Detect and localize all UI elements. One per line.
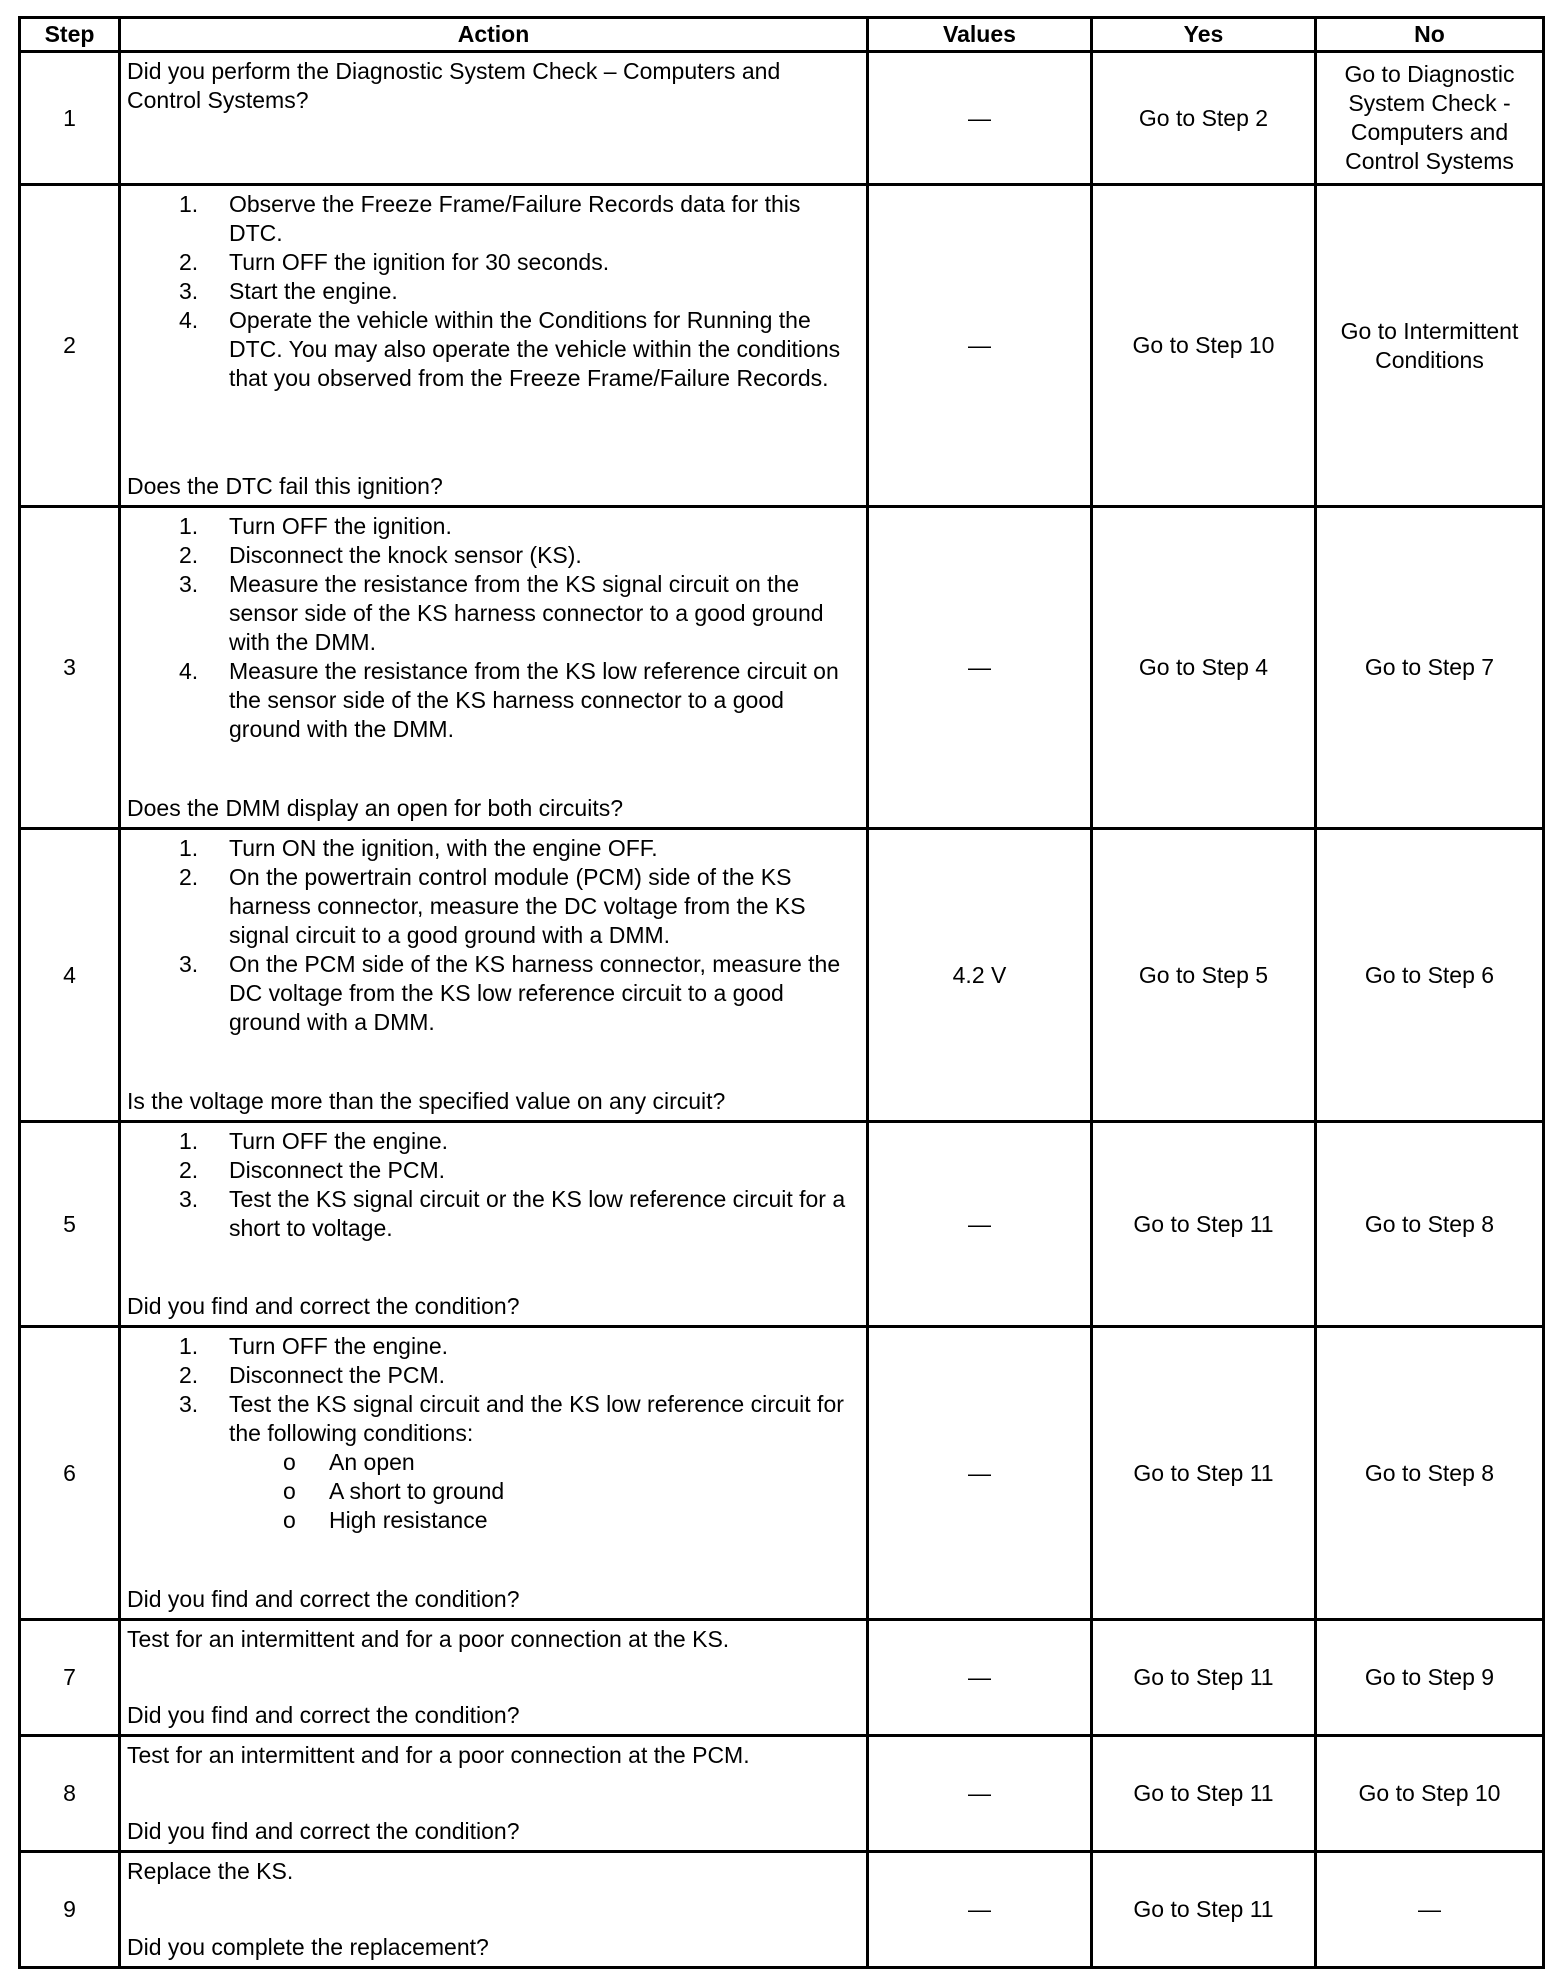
step-number: 8 xyxy=(20,1736,120,1852)
step-item-number: 2. xyxy=(179,542,199,568)
action-content xyxy=(127,834,860,1116)
step-item-number: 4. xyxy=(179,658,199,684)
no-cell: Go to Step 8 xyxy=(1316,1327,1544,1620)
header-yes: Yes xyxy=(1092,18,1316,52)
header-step: Step xyxy=(20,18,120,52)
action-question: Does the DTC fail this ignition? xyxy=(127,473,443,499)
action-step-item xyxy=(127,541,860,570)
header-values: Values xyxy=(868,18,1092,52)
step-item-text: Disconnect the PCM. xyxy=(229,1362,446,1388)
step-item-text: Measure the resistance from the KS signal circuit on the sensor side of the KS harness connector to a good ground with the DMM. xyxy=(229,571,824,655)
action-question: Is the voltage more than the specified value on any circuit? xyxy=(127,1088,726,1114)
action-step-item xyxy=(127,306,860,393)
values-cell: — xyxy=(868,1620,1092,1736)
action-content xyxy=(127,512,860,823)
no-cell: Go to Intermittent Conditions xyxy=(1316,185,1544,507)
step-item-text: Test the KS signal circuit and the KS low reference circuit for the following conditions: xyxy=(229,1391,844,1446)
action-step-item xyxy=(127,1127,860,1156)
bullet-circle-icon: o xyxy=(283,1478,296,1504)
action-question: Does the DMM display an open for both circuits? xyxy=(127,795,624,821)
action-intro: Did you perform the Diagnostic System Check – Computers and Control Systems? xyxy=(127,58,781,113)
action-content xyxy=(127,1857,860,1962)
step-item-text: Measure the resistance from the KS low reference circuit on the sensor side of the KS harness connector to a good ground with the DMM. xyxy=(229,658,839,742)
action-step-item xyxy=(127,863,860,950)
action-intro: Test for an intermittent and for a poor connection at the KS. xyxy=(127,1626,730,1652)
action-body xyxy=(127,1332,860,1541)
step-item-number: 2. xyxy=(179,864,199,890)
yes-cell: Go to Step 4 xyxy=(1092,507,1316,829)
bullet-circle-icon: o xyxy=(283,1449,296,1475)
step-item-text: Disconnect the knock sensor (KS). xyxy=(229,542,582,568)
yes-cell: Go to Step 11 xyxy=(1092,1852,1316,1968)
no-cell: Go to Step 9 xyxy=(1316,1620,1544,1736)
step-item-number: 2. xyxy=(179,1362,199,1388)
action-content xyxy=(127,57,860,179)
action-cell xyxy=(120,507,868,829)
no-cell: Go to Step 10 xyxy=(1316,1736,1544,1852)
table-row xyxy=(20,1620,1544,1736)
step-item-text: Operate the vehicle within the Conditions for Running the DTC. You may also operate the vehicle within the conditions that you observed from the Freeze Frame/Failure Records. xyxy=(229,307,841,391)
action-content xyxy=(127,1741,860,1846)
action-step-item xyxy=(127,1185,860,1243)
step-item-number: 1. xyxy=(179,1333,199,1359)
step-item-text: On the powertrain control module (PCM) side of the KS harness connector, measure the DC voltage from the KS signal circuit to a good ground with a DMM. xyxy=(229,864,806,948)
action-content xyxy=(127,190,860,501)
action-step-item xyxy=(127,657,860,744)
yes-cell: Go to Step 2 xyxy=(1092,52,1316,185)
action-question: Did you find and correct the condition? xyxy=(127,1586,520,1612)
table-row xyxy=(20,1736,1544,1852)
step-item-number: 4. xyxy=(179,307,199,333)
action-step-list xyxy=(127,512,860,744)
action-step-item xyxy=(127,1156,860,1185)
step-number: 5 xyxy=(20,1122,120,1327)
condition-item xyxy=(127,1506,860,1535)
condition-list xyxy=(229,1448,860,1535)
action-step-item xyxy=(127,512,860,541)
action-content xyxy=(127,1332,860,1614)
values-cell: — xyxy=(868,1327,1092,1620)
table-row xyxy=(20,1327,1544,1620)
step-item-number: 1. xyxy=(179,1128,199,1154)
action-step-item xyxy=(127,190,860,248)
action-step-list xyxy=(127,1332,860,1535)
condition-text: High resistance xyxy=(329,1507,488,1533)
action-step-item xyxy=(127,834,860,863)
action-step-item xyxy=(127,950,860,1037)
action-body xyxy=(127,190,860,399)
values-cell: — xyxy=(868,507,1092,829)
step-item-text: Turn OFF the engine. xyxy=(229,1333,449,1359)
step-item-number: 3. xyxy=(179,278,199,304)
step-item-number: 1. xyxy=(179,191,199,217)
action-step-list xyxy=(127,190,860,393)
condition-item xyxy=(127,1477,860,1506)
table-row xyxy=(20,185,1544,507)
no-cell: Go to Step 8 xyxy=(1316,1122,1544,1327)
yes-cell: Go to Step 11 xyxy=(1092,1736,1316,1852)
condition-text: A short to ground xyxy=(329,1478,505,1504)
action-step-item xyxy=(127,248,860,277)
step-item-number: 3. xyxy=(179,951,199,977)
action-intro: Replace the KS. xyxy=(127,1858,294,1884)
action-step-item xyxy=(127,1390,860,1535)
action-step-list xyxy=(127,834,860,1037)
step-item-text: Test the KS signal circuit or the KS low reference circuit for a short to voltage. xyxy=(229,1186,846,1241)
step-item-text: Start the engine. xyxy=(229,278,398,304)
yes-cell: Go to Step 5 xyxy=(1092,829,1316,1122)
action-intro: Test for an intermittent and for a poor connection at the PCM. xyxy=(127,1742,750,1768)
step-number: 7 xyxy=(20,1620,120,1736)
no-cell: Go to Diagnostic System Check - Computers and Control Systems xyxy=(1316,52,1544,185)
action-cell xyxy=(120,829,868,1122)
action-cell xyxy=(120,1736,868,1852)
action-content xyxy=(127,1625,860,1730)
action-step-list xyxy=(127,1127,860,1243)
yes-cell: Go to Step 11 xyxy=(1092,1327,1316,1620)
table-row xyxy=(20,1852,1544,1968)
action-step-item xyxy=(127,277,860,306)
step-number: 9 xyxy=(20,1852,120,1968)
action-content xyxy=(127,1127,860,1321)
header-row xyxy=(20,18,1544,52)
action-body xyxy=(127,1741,860,1770)
step-number: 4 xyxy=(20,829,120,1122)
action-body xyxy=(127,1857,860,1886)
yes-cell: Go to Step 10 xyxy=(1092,185,1316,507)
step-item-number: 1. xyxy=(179,835,199,861)
step-item-text: Turn ON the ignition, with the engine OFF. xyxy=(229,835,658,861)
step-item-number: 3. xyxy=(179,1391,199,1417)
action-question: Did you complete the replacement? xyxy=(127,1934,489,1960)
step-item-text: Disconnect the PCM. xyxy=(229,1157,446,1183)
step-item-text: Turn OFF the engine. xyxy=(229,1128,449,1154)
table-row xyxy=(20,507,1544,829)
action-question: Did you find and correct the condition? xyxy=(127,1702,520,1728)
action-body xyxy=(127,57,860,115)
header-action: Action xyxy=(120,18,868,52)
action-body xyxy=(127,512,860,750)
condition-item xyxy=(127,1448,860,1477)
step-item-number: 1. xyxy=(179,513,199,539)
step-number: 6 xyxy=(20,1327,120,1620)
values-cell: — xyxy=(868,1122,1092,1327)
step-item-number: 2. xyxy=(179,249,199,275)
values-cell: 4.2 V xyxy=(868,829,1092,1122)
step-item-text: Observe the Freeze Frame/Failure Records data for this DTC. xyxy=(229,191,801,246)
action-step-item xyxy=(127,1332,860,1361)
action-cell xyxy=(120,1620,868,1736)
values-cell: — xyxy=(868,1852,1092,1968)
values-cell: — xyxy=(868,52,1092,185)
header-no: No xyxy=(1316,18,1544,52)
table-row xyxy=(20,829,1544,1122)
step-number: 3 xyxy=(20,507,120,829)
values-cell: — xyxy=(868,185,1092,507)
step-item-text: Turn OFF the ignition. xyxy=(229,513,452,539)
step-item-number: 2. xyxy=(179,1157,199,1183)
no-cell: Go to Step 7 xyxy=(1316,507,1544,829)
action-question: Did you find and correct the condition? xyxy=(127,1818,520,1844)
action-cell xyxy=(120,52,868,185)
action-body xyxy=(127,1625,860,1654)
yes-cell: Go to Step 11 xyxy=(1092,1620,1316,1736)
yes-cell: Go to Step 11 xyxy=(1092,1122,1316,1327)
step-item-text: On the PCM side of the KS harness connector, measure the DC voltage from the KS low reference circuit to a good ground with a DMM. xyxy=(229,951,841,1035)
action-cell xyxy=(120,1852,868,1968)
diagnostic-table xyxy=(18,16,1545,1969)
action-cell xyxy=(120,1327,868,1620)
action-body xyxy=(127,1127,860,1249)
action-cell xyxy=(120,185,868,507)
action-step-item xyxy=(127,570,860,657)
step-item-text: Turn OFF the ignition for 30 seconds. xyxy=(229,249,610,275)
step-item-number: 3. xyxy=(179,571,199,597)
action-step-item xyxy=(127,1361,860,1390)
step-number: 2 xyxy=(20,185,120,507)
action-cell xyxy=(120,1122,868,1327)
action-body xyxy=(127,834,860,1043)
no-cell: — xyxy=(1316,1852,1544,1968)
table-row xyxy=(20,52,1544,185)
step-item-number: 3. xyxy=(179,1186,199,1212)
values-cell: — xyxy=(868,1736,1092,1852)
step-number: 1 xyxy=(20,52,120,185)
no-cell: Go to Step 6 xyxy=(1316,829,1544,1122)
table-row xyxy=(20,1122,1544,1327)
action-question: Did you find and correct the condition? xyxy=(127,1293,520,1319)
condition-text: An open xyxy=(329,1449,415,1475)
bullet-circle-icon: o xyxy=(283,1507,296,1533)
